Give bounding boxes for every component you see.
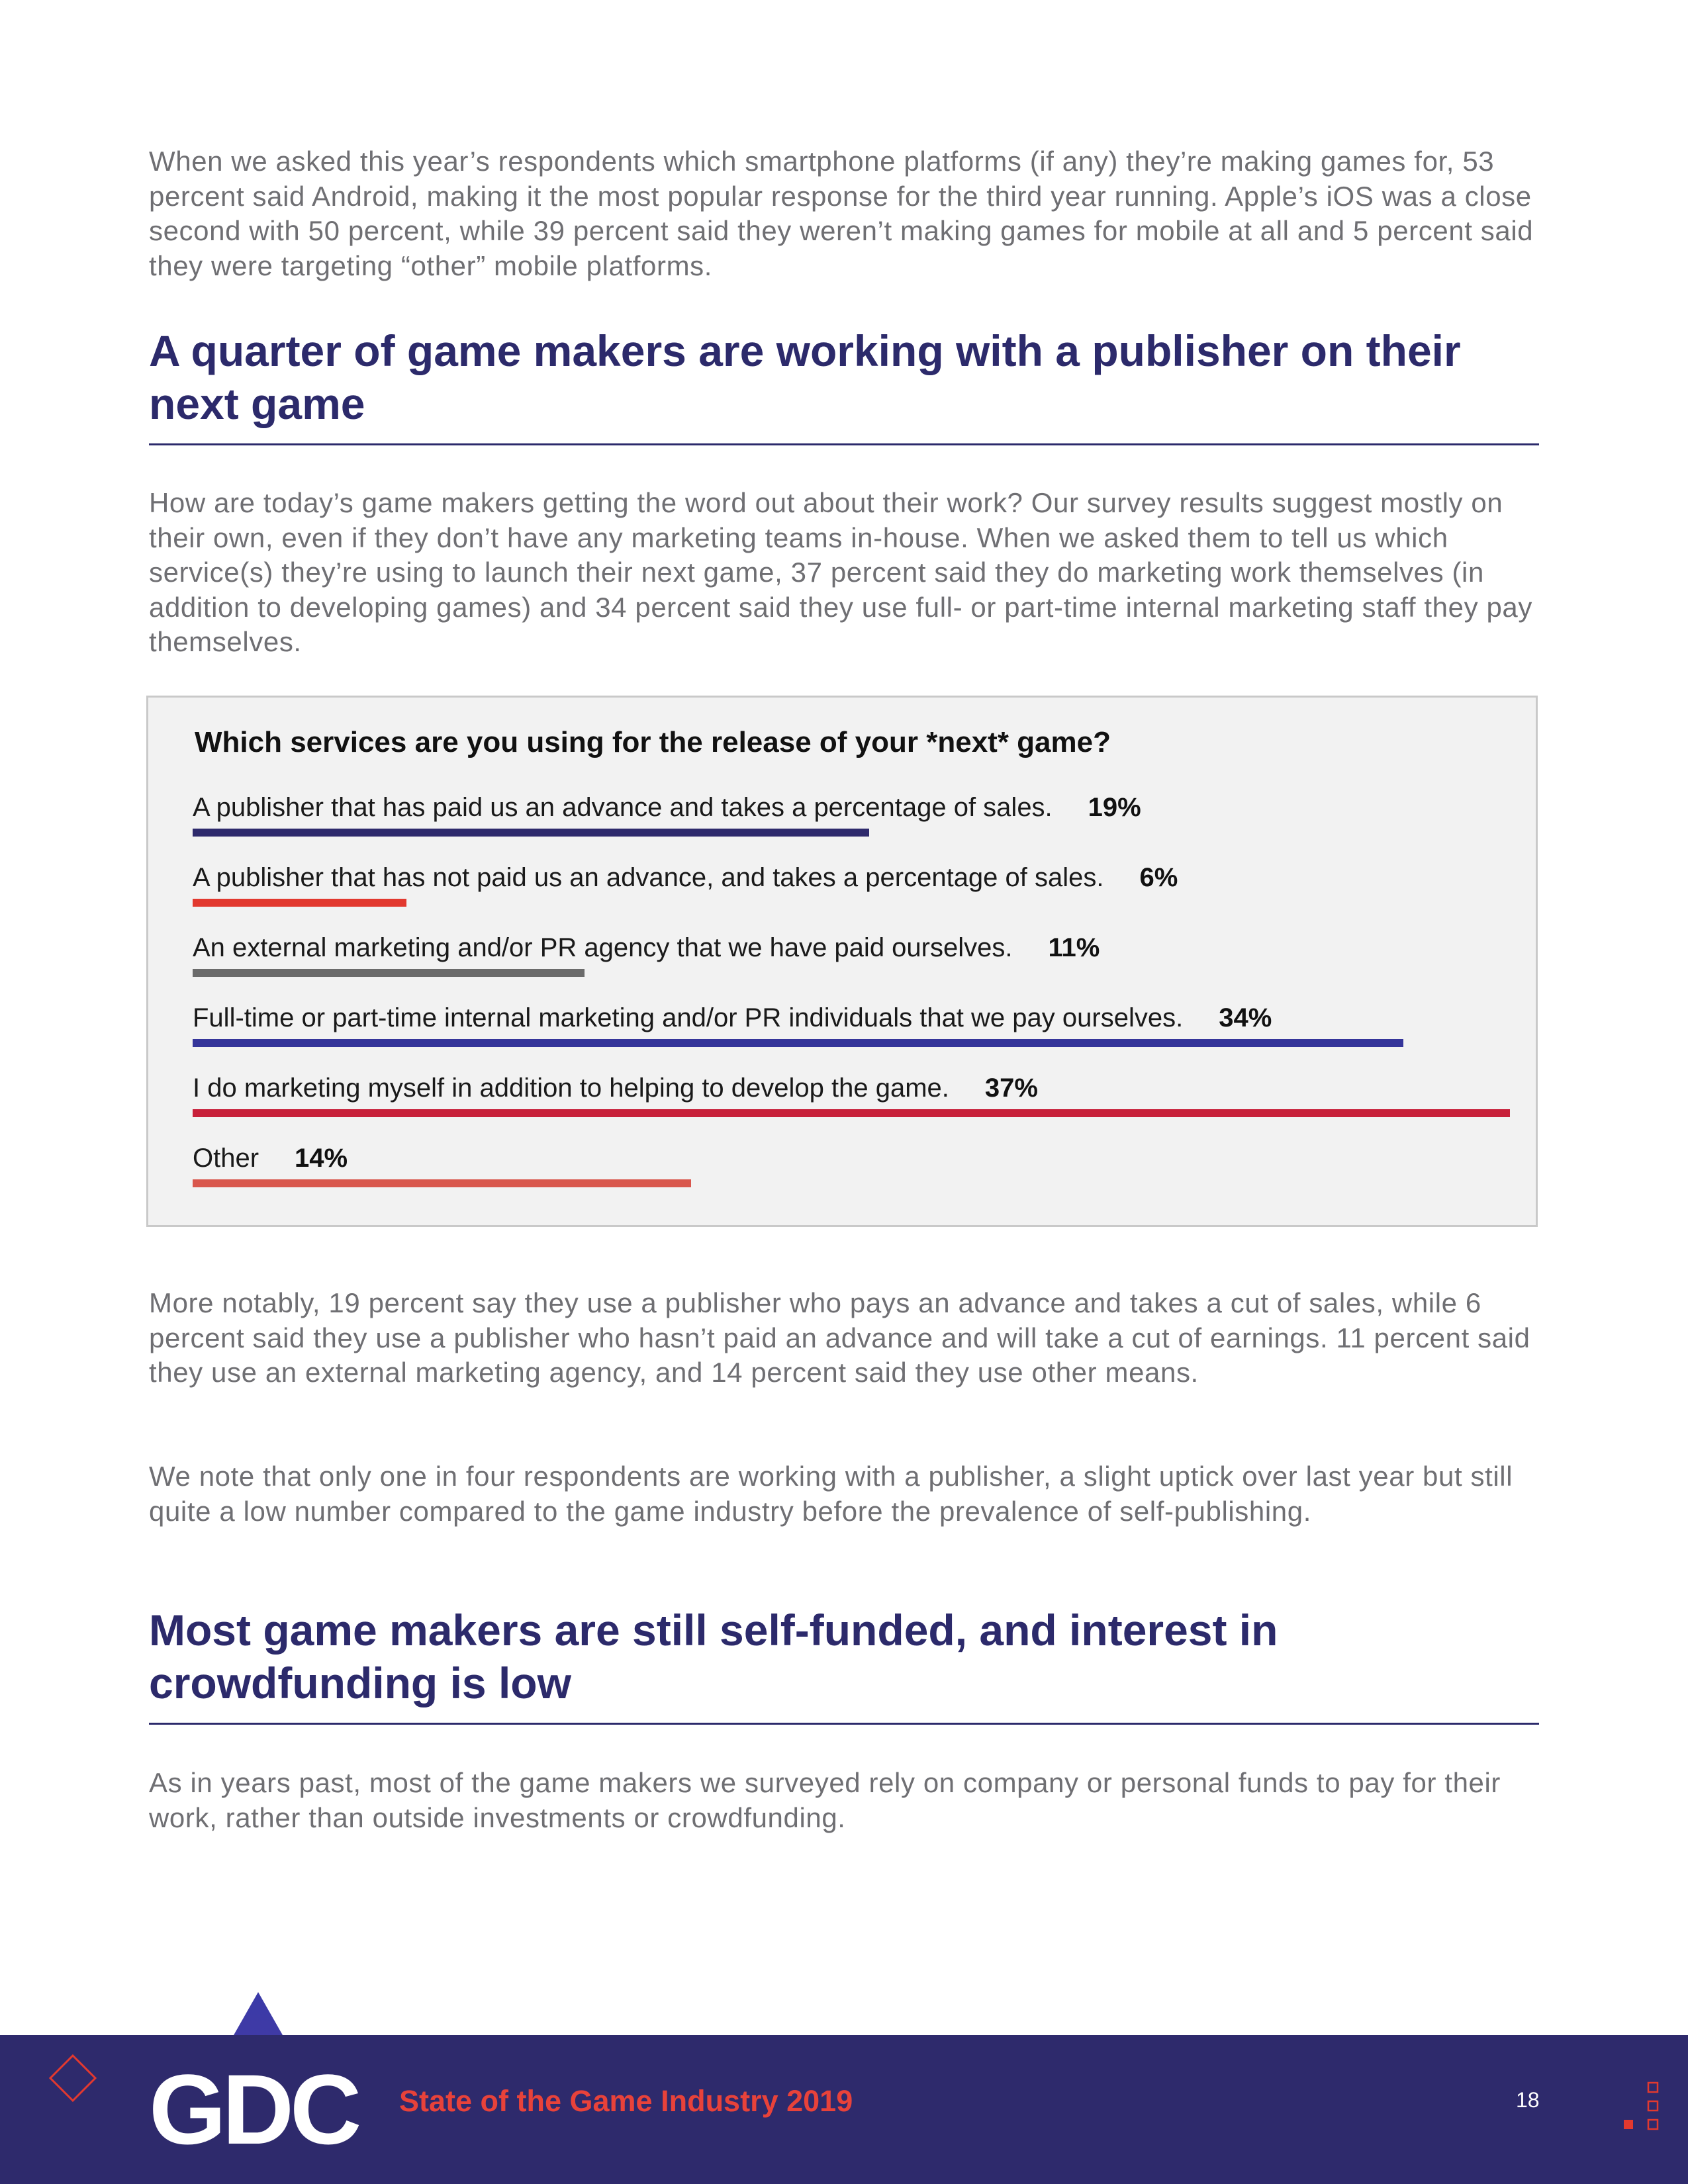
bar-label <box>193 790 1141 825</box>
bar-label <box>193 931 1100 965</box>
value-label: 6% <box>1139 863 1178 892</box>
value-label: 19% <box>1088 793 1141 822</box>
chart-row <box>193 1001 1517 1060</box>
chart-row <box>193 1141 1517 1201</box>
bar-label <box>193 1001 1272 1035</box>
chart-row <box>193 1071 1517 1130</box>
chart-row <box>193 790 1517 850</box>
bar-label <box>193 860 1178 895</box>
uptick-paragraph: We note that only one in four respondents are working with a publisher, a slight uptick over last year but still quite a low number compared to the game industry before the prevalence of self-publishing. <box>149 1461 1513 1527</box>
category-label: Full-time or part-time internal marketing and/or PR individuals that we pay ourselves. <box>193 1003 1184 1032</box>
intro-paragraph: When we asked this year’s respondents which smartphone platforms (if any) they’re making games for, 53 percent said Android, making it the most popular response for the third year running. Apple’s iOS was a close second with 50 percent, while 39 percent said they weren’t making games for mobile at all and 5 percent said they were targeting “other” mobile platforms. <box>149 146 1534 281</box>
value-label: 34% <box>1219 1003 1272 1032</box>
bar <box>193 1179 691 1187</box>
marketing-paragraph: How are today’s game makers getting the word out about their work? Our survey results suggest mostly on their own, even if they don’t have any marketing teams in-house. When we asked them to tell us which service(s) they’re using to launch their next game, 37 percent said they do marketing work themselves (in addition to developing games) and 34 percent said they use full- or part-time internal marketing staff they pay themselves. <box>149 487 1532 657</box>
chart-row <box>193 931 1517 990</box>
footer-report-title: State of the Game Industry 2019 <box>399 2084 853 2118</box>
bar <box>193 899 406 907</box>
heading-divider <box>149 1723 1539 1725</box>
publisher-paragraph: More notably, 19 percent say they use a publisher who pays an advance and takes a cut of sales, while 6 percent said they use a publisher who hasn’t paid an advance and will take a cut of earnings. 11 percent said they use an external marketing agency, and 14 percent said they use other means. <box>149 1287 1530 1388</box>
category-label: A publisher that has paid us an advance and takes a percentage of sales. <box>193 793 1053 822</box>
heading-divider <box>149 443 1539 445</box>
category-label: I do marketing myself in addition to helping to develop the game. <box>193 1073 949 1103</box>
squares-pattern-icon <box>1622 2081 1662 2148</box>
services-chart <box>146 696 1538 1227</box>
page-number: 18 <box>1516 2088 1540 2112</box>
bar <box>193 1039 1403 1047</box>
bar <box>193 1109 1510 1117</box>
category-label: Other <box>193 1144 259 1173</box>
page-footer <box>0 2035 1688 2184</box>
diamond-outline-icon <box>46 2052 99 2105</box>
gdc-logo: GDC <box>149 2054 358 2165</box>
category-label: A publisher that has not paid us an advance, and takes a percentage of sales. <box>193 863 1104 892</box>
section-heading-publisher: A quarter of game makers are working with a publisher on their next game <box>149 326 1461 428</box>
funding-paragraph: As in years past, most of the game makers we surveyed rely on company or personal funds to pay for their work, rather than outside investments or crowdfunding. <box>149 1767 1501 1833</box>
value-label: 14% <box>295 1144 348 1173</box>
bar <box>193 829 869 837</box>
section-heading-funding: Most game makers are still self-funded, and interest in crowdfunding is low <box>149 1606 1278 1707</box>
bar <box>193 969 585 977</box>
category-label: An external marketing and/or PR agency that we have paid ourselves. <box>193 933 1013 962</box>
chart-row <box>193 860 1517 920</box>
value-label: 37% <box>984 1073 1038 1103</box>
bar-label <box>193 1141 348 1175</box>
bar-label <box>193 1071 1038 1105</box>
chart-title: Which services are you using for the release of your *next* game? <box>195 726 1111 758</box>
value-label: 11% <box>1048 933 1100 962</box>
